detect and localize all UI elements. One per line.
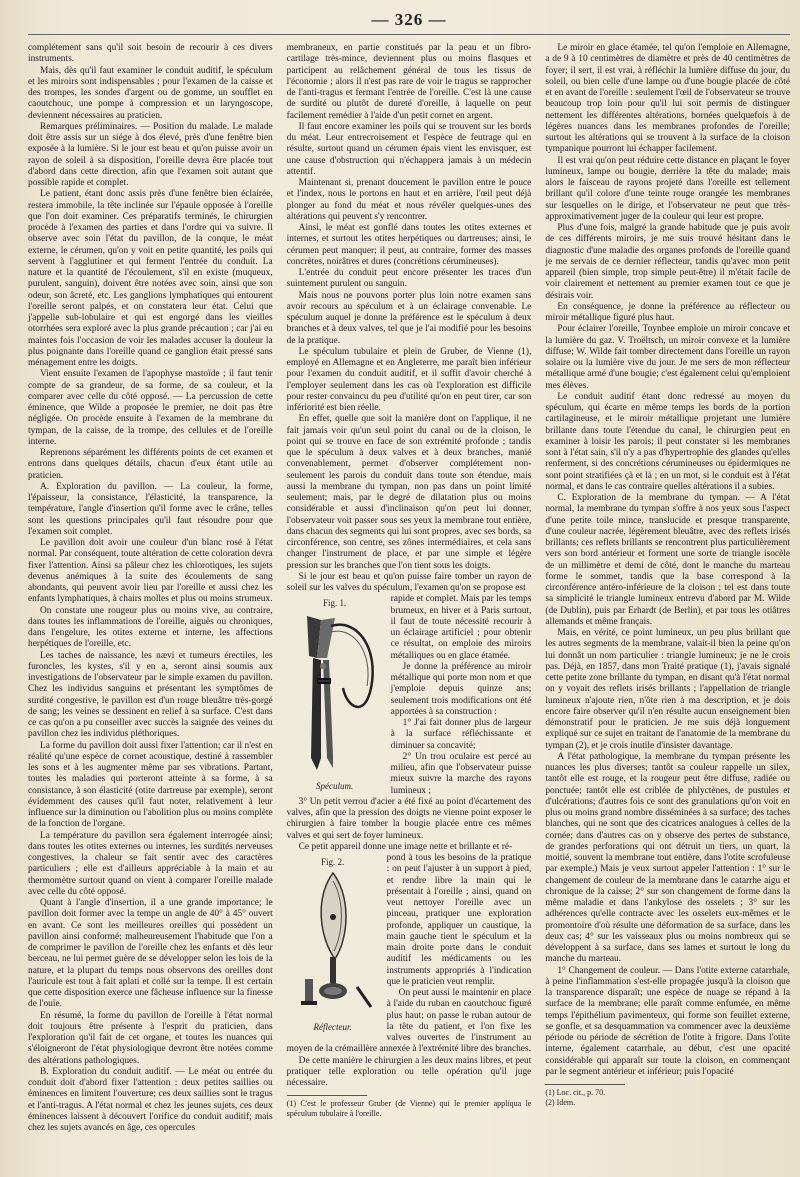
- column-1: [28, 43, 273, 1134]
- speculum-illustration: [287, 608, 383, 776]
- column-3: [545, 43, 790, 1134]
- footnote: (1) C'est le professeur Gruber (de Vienne) qui le premier appliqua le spéculum tubulaire à l'oreille.: [286, 1099, 532, 1119]
- paragraph: Je donne la préférence au miroir métallique qui porte mon nom et que j'emploie depuis quinze ans; seulement trois modifications ont été apportées à sa construction :: [390, 661, 532, 717]
- paragraph: Maintenant si, prenant doucement le pavillon entre le pouce et l'index, nous le portons en haut et en arrière, l'œil peut déjà plonger au fond du méat et nous révéler quelques-unes des altérations qui peuvent s'y rencontrer.: [286, 178, 532, 222]
- footnote-divider: [287, 1095, 367, 1096]
- figure-label: Fig. 1.: [323, 598, 347, 609]
- text-columns: [28, 43, 790, 1134]
- paragraph: L'entrée du conduit peut encore présenter les traces d'un suintement purulent ou sanguin.: [286, 268, 532, 290]
- paragraph: Le miroir en glace étamée, tel qu'on l'emploie en Allemagne, a de 9 à 10 centimètres de diamètre et près de 40 centimètres de foyer; il sert, il est vrai, à réfléchir la lumière diffuse du jour, du soleil, ou bien celle d'une lampe ou d'une bougie placée de côté et en avant de l'oreille : seulement l'œil de l'observateur se trouve beaucoup trop loin pour qu'il lui soit permis de distinguer nettement les différentes altérations, bornées quelquefois à de légères nuances dans les membranes profondes de l'oreille; surtout les altérations qui se trouvent à la surface de la cloison tympanique pourront lui échapper facilement.: [545, 43, 791, 155]
- footnote: (1) Loc. cit., p. 70.: [545, 1088, 606, 1097]
- footnote: (2) Idem.: [545, 1098, 576, 1107]
- paragraph: A. Exploration du pavillon. — La couleur, la forme, l'épaisseur, la consistance, l'élasticité, la transparence, la température, l'angle d'insertion qu'il forme avec le crâne, telles sont les questions principales qu'il faut résoudre pour que l'examen soit complet.: [28, 481, 273, 537]
- paragraph: On peut aussi le maintenir en place à l'aide du ruban en caoutchouc figuré plus haut; on passe le ruban autour de la tête du patient, et l'on fixe les valves ouvertes de l'instrument au moyen de la crémaillère annexée à l'extrémité libre des branches.: [286, 988, 532, 1055]
- paragraph: Remarques préliminaires. — Position du malade. Le malade doit être assis sur un siége à dos élevé, près d'une fenêtre bien exposée à la lumière. Si le jour est beau et qu'on puisse avoir un rayon de soleil à sa disposition, l'oreille devra être placée tout d'abord dans cette direction, afin que l'examen soit autant que possible rapide et complet.: [28, 121, 273, 188]
- paragraph: Le conduit auditif étant donc redressé au moyen du spéculum, qui écarte en même temps les bords de la portion cartilagineuse, et le miroir métallique projetant une lumière brillante dans toute l'étendue du canal, le chirurgien peut en examiner à loisir les parois; il peut constater si les membranes sont à l'état sain, s'il n'y a pas d'hypertrophie des glandes qu'elles renferment, si des concrétions cérumineuses ou épidermiques ne sont point stratifiées çà et là ; en un mot, si le conduit est à l'état normal, et dans le cas contraire quelles altérations il a subies.: [545, 391, 791, 492]
- paragraph: Reprenons séparément les différents points de cet examen et entrons dans quelques détails, chacun d'eux étant utile au praticien.: [28, 448, 273, 481]
- paragraph: La température du pavillon sera également interrogée ainsi; dans toutes les otites externes ou internes, les surdités nerveuses congestives, la chaleur se fait sentir avec des caractères particuliers ; elle est d'ailleurs appréciable à la main et au thermomètre surtout quand on vient à comparer l'oreille malade avec celle du côté opposé.: [28, 830, 273, 897]
- paragraph: En conséquence, je donne la préférence au réflecteur ou miroir métallique figuré plus haut.: [545, 301, 791, 323]
- paragraph: Il est vrai qu'on peut réduire cette distance en plaçant le foyer lumineux, lampe ou bougie, derrière la tête du malade; mais alors le faisceau de rayons projeté dans l'oreille est tellement brillant qu'il colore d'une teinte rouge orangée les membranes sur lesquelles on le dirige, et l'observateur ne peut que très-approximativement juger de la couleur qui leur est propre.: [545, 155, 791, 222]
- paragraph: Le pavillon doit avoir une couleur d'un blanc rosé à l'état normal. Par conséquent, toute altération de cette coloration devra fixer l'attention. Ainsi sa pâleur chez les chlorotiques, les sujets devenus anémiques à la suite des écoulements de sang abondants, qui peuvent avoir lieu par l'oreille et aussi chez les enfants lymphatiques, à chairs molles et plus ou moins strumeux.: [28, 538, 273, 605]
- page-header: [28, 6, 790, 35]
- paragraph: Mais nous ne pouvons porter plus loin notre examen sans avoir recours au spéculum et à un éclairage convenable. Le spéculum auquel je donne la préférence est le spéculum à deux branches et à deux valves, tel que je l'ai modifié pour les besoins de la pratique.: [286, 290, 532, 346]
- paragraph: 1° Changement de couleur. — Dans l'otite externe catarrhale, à peine l'inflammation s'est-elle propagée jusqu'à la cloison que la transparence disparaît; une espèce de nuage se répand à la surface de la membrane; elle paraît comme enfumée, en même temps l'épithélium pavimenteux, qui forme son feuillet externe, se gonfle, et sa desquammation va commencer avec la deuxième période ou période de sécrétion de l'otite à frigore. Dans l'otite interne, également catarrhale, au début, c'est une opacité considérable qui apparaît sur toute la cloison, en commençant par le segment antérieur et inférieur; puis l'opacité: [545, 965, 791, 1077]
- figure-label: Fig. 2.: [321, 857, 345, 867]
- paragraph: membraneux, en partie constitués par la peau et un fibro-cartilage très-mince, deviennent plus ou moins flasques et participent au relâchement général de tous les tissus de l'économie ; alors il n'est pas rare de voir le tragus se rapprocher de l'anti-tragus et fermant l'entrée de l'oreille. C'est là une cause de surdité ou plutôt de dureté d'oreille, à laquelle on peut facilement remédier à l'aide d'un petit cornet en argent.: [286, 43, 532, 121]
- paragraph: En effet, quelle que soit la manière dont on l'applique, il ne fait jamais voir qu'un seul point du canal ou de la cloison, le point qui se trouve en face de son extrémité profonde ; tandis que le spéculum à deux valves et à deux branches, manié convenablement, permet d'observer complétement non-seulement les parois du conduit dans toute son étendue, mais aussi la membrane du tympan, non pas dans un point limité seulement; mais, par le degré de dilatation plus ou moins considérable et aussi d'inclinaison qu'on peut lui donner, l'observateur voit passer sous ses yeux la membrane tout entière, dans chacun des segments qui lui sont propres, avec ses bords, sa circonférence, son centre, ses zônes intermédiaires, et cela sans changer l'instrument de place, et par une simple et légère pression sur les branches que l'on tient sous les doigts.: [286, 414, 532, 571]
- reflector-illustration: [287, 867, 379, 1017]
- paragraph: rapide et complet. Mais par les temps brumeux, en hiver et à Paris surtout, il faut de toute nécessité recourir à un éclairage artificiel ; pour obtenir ce résultat, on emploie des miroirs métalliques ou en glace étamée.: [390, 594, 532, 661]
- figure-caption: Réflecteur.: [313, 1022, 352, 1032]
- paragraph: Si le jour est beau et qu'on puisse faire tomber un rayon de soleil sur les valves du spéculum, l'examen qu'on se propose est: [286, 571, 532, 593]
- paragraph: Vient ensuite l'examen de l'apophyse mastoïde ; il faut tenir compte de sa grandeur, de sa forme, de sa couleur, et la comparer avec celle du côté opposé. — La percussion de cette éminence, que Wilde a proposée le premier, ne doit pas être négligée. On procède ensuite à l'examen de la membrane du tympan, de la caisse, de la trompe, des cellules et de l'oreille interne.: [28, 369, 273, 447]
- figure-reflecteur: [287, 855, 379, 1032]
- paragraph: 1° J'ai fait donner plus de largeur à la surface réfléchissante et diminuer sa concavité;: [390, 718, 532, 751]
- paragraph: Le patient, étant donc assis près d'une fenêtre bien éclairée, restera immobile, la tête inclinée sur l'épaule opposée à l'oreille que l'on doit examiner. Ces préparatifs terminés, le chirurgien procède à l'examen des parties et dans l'ordre qui va suivre. Il observe avec soin l'état du pavillon, de la conque, le méat externe, le cérumen, qu'on y voit en petite quantité, les poils qui servent à l'agglutiner et qui ferment l'entrée du conduit. La nature et la quantité de l'écoulement, s'il en existe (muqueux, purulent, sanguin), doivent être notées avec soin, ainsi que son odeur, son âcreté, etc. Les ganglions lymphatiques qui entourent l'oreille seront palpés, et on constatera leur état. Celui que j'appelle sub-lobulaire et qui est engorgé dans les vieilles otorrhées sera exploré avec la plus grande précaution ; car j'ai eu maintes fois l'occasion de voir les malades accuser la douleur la plus poignante dans l'oreille quand ce ganglion était pressé sans ménagement entre les doigts.: [28, 189, 273, 368]
- paragraph: Pour éclairer l'oreille, Toynbee emploie un miroir concave et la lumière du gaz. V. Troëltsch, un miroir convexe et la lumière diffuse; W. Wilde fait tomber directement dans l'oreille un rayon solaire ou la lumière vive du jour. Je me sers de mon réflecteur métallique armé d'une bougie; c'est également celui qu'emploient mes élèves.: [545, 324, 791, 391]
- paragraph: Le spéculum tubulaire et plein de Gruber, de Vienne (1), employé en Allemagne et en Angleterre, me paraît bien inférieur pour l'examen du conduit auditif, et il suffit d'avoir cherché à l'employer seulement dans les cas où l'exploration est difficile pour rester convaincu du peu d'utilité qu'on en peut tirer, car son infériorité est bien réelle.: [286, 346, 532, 413]
- paragraph: A l'état pathologique, la membrane du tympan présente les nuances les plus diverses; tantôt sa couleur rappelle un silex, tantôt elle est rouge, et la rougeur peut être diffuse, radiée ou ponctuée; tantôt elle est criblée de phlyctènes, de pustules et d'ulcérations; d'autres fois ce sont des granulations qu'on voit en plus ou moins grand nombre disséminées à sa surface; des taches blanches, qui ne sont que des cicatrices analogues à celles de la cornée; dans d'autres cas on y observe des pertes de substance, de grandes perforations qui ont détruit un tiers, un quart, la moitié, souvent la membrane tout entière, dans l'otite scrofuleuse par exemple.) Mais je veux surtout appeler l'attention : 1° sur le changement de couleur de la membrane dans le catarrhe aigu et chronique de la caisse; 2° sur son changement de forme dans la même maladie et dans l'ankylose des osselets ; 3° sur les adhérences qu'elle contracte avec les osselets eux-mêmes et le promontoire d'où résulte une déformation de sa surface, dans les deux cas; 4° sur les vaisseaux plus ou moins nombreux qui se développent à sa surface, dans ses lames et surtout le long du manche du marteau.: [545, 751, 791, 965]
- column-2: [287, 43, 532, 1134]
- paragraph: On constate une rougeur plus ou moins vive, au contraire, dans toutes les inflammations de l'oreille, aiguës ou chroniques, dans l'engelure, les otites externe et interne, les affections herpétiques de l'oreille, etc.: [28, 605, 273, 650]
- paragraph: Il faut encore examiner les poils qui se trouvent sur les bords du méat. Leur entrecroisement et l'espèce de feutrage qui en résulte, surtout quand un cérumen épais vient les envisquer, est une cause d'obstruction qui n'échappera jamais à un médecin attentif.: [286, 121, 532, 177]
- paragraph: complétement sans qu'il soit besoin de recourir à ces divers instruments.: [28, 43, 273, 65]
- paragraph: Ce petit appareil donne une image nette et brillante et ré-: [298, 841, 513, 852]
- paragraph: C. Exploration de la membrane du tympan. — A l'état normal, la membrane du tympan s'offre à nos yeux sous l'aspect d'une petite toile mince, translucide et presque transparente, d'une couleur nacrée, légèrement bleuâtre, avec des reflets irisés brillants; ces reflets brillants se rencontrent plus particulièrement vers son bord antérieur et forment une sorte de triangle isocèle de un millimètre et demi de côté, dont le manche du marteau forme le sommet, tandis que la base correspond à la circonférence antéro-inférieure de la cloison ; tel est dans toute sa simplicité le triangle lumineux entrevu d'abord par M. Wilde (de Dublin), puis par Erhardt (de Berlin), et par tous les otiâtres allemands et même français.: [545, 493, 791, 627]
- figure-caption: Spéculum.: [316, 781, 354, 792]
- page-number: — 326 —: [371, 10, 447, 29]
- paragraph: 3° Un petit verrou d'acier a été fixé au point d'écartement des valves, afin que la pression des doigts ne vienne point exposer le chirurgien à faire tomber la bougie placée entre ces mêmes valves et qui sert de foyer lumineux.: [286, 796, 532, 841]
- paragraph: Les taches de naissance, les nævi et tumeurs érectiles, les furoncles, les kystes, s'il y en a, seront ainsi soumis aux investigations de l'observateur par le simple examen du pavillon. Chez les individus sanguins et présentant les symptômes de surdité congestive, le pavillon est d'un rouge bleuâtre très-gorgé de sang; les veines se dessinent en relief à sa surface. C'est dans ce cas qu'on a pu conseiller avec succès la saignée des veines du pavillon chez les individus pléthoriques.: [28, 650, 273, 740]
- figure-speculum: [287, 596, 383, 791]
- paragraph: B. Exploration du conduit auditif. — Le méat ou entrée du conduit doit d'abord fixer l'attention : deux petites saillies ou éminences en limitent l'ouverture; ces deux saillies sont le tragus et l'anti-tragus. A l'état normal et chez les jeunes sujets, ces deux éminences laissent à découvert l'orifice du conduit auditif; mais chez les sujets avancés en âge, ces opercules: [28, 1066, 273, 1133]
- paragraph: De cette manière le chirurgien a les deux mains libres, et peut pratiquer telle exploration ou telle opération qu'il juge nécessaire.: [286, 1055, 532, 1088]
- paragraph: En résumé, la forme du pavillon de l'oreille à l'état normal doit toujours être présente à l'esprit du praticien, dans l'exploration qu'il fait de cet organe, et toutes les nuances qui s'éloigneront de l'état physiologique devront être notées comme des altérations pathologiques.: [28, 1010, 273, 1066]
- footnote-divider: [545, 1084, 625, 1085]
- paragraph: Mais, dès qu'il faut examiner le conduit auditif, le spéculum et les miroirs sont indispensables ; pour l'examen de la caisse et des trompes, les sondes d'argent ou de gomme, un soufflet en caoutchouc, une pompe à compression et un laryngoscope, deviennent nécessaires au praticien.: [28, 65, 273, 121]
- paragraph: Mais, en vérité, ce point lumineux, un peu plus brillant que les autres segments de la membrane, valait-il bien la peine qu'on lui donnât un nom particulier : triangle lumineux; je ne le crois pas. Déjà, en 1857, dans mon Traité pratique (1), j'avais signalé cette petite zone brillante du tympan, en disant qu'à l'état normal on y voyait des reflets irisés brillants ; l'appellation de triangle lumineux n'ajoute rien, n'ôte rien à ma description, et je dois encore faire observer qu'il n'en résulte aucun enseignement bien démonstratif pour le praticien. Je me suis déjà longuement expliqué sur ce sujet en traitant de l'anatomie de la membrane du tympan (2), et je crois inutile d'insister davantage.: [545, 628, 791, 751]
- paragraph: La forme du pavillon doit aussi fixer l'attention; car il n'est en réalité qu'une espèce de cornet acoustique, destiné à rassembler les sons et à les augmenter même par ses vibrations. Partant, toutes les maladies qui porteront atteinte à sa forme, à sa consistance, à son élasticité (otite dartreuse par exemple), seront évidemment des causes qu'il faut noter, relativement à leur influence sur la diminution ou l'abolition plus ou moins complète de la fonction de l'organe.: [28, 740, 273, 830]
- paragraph: Plus d'une fois, malgré la grande habitude que je puis avoir de ces différents miroirs, je me suis trouvé hésitant dans le diagnostic d'une maladie des organes profonds de l'oreille quand je me servais de ce dernier réflecteur, tandis qu'avec mon petit appareil (bien simple, trop simple peut-être) il m'était facile de voir clairement et nettement au premier examen tout ce que je désirais voir.: [545, 223, 791, 301]
- paragraph: 2° Un trou oculaire est percé au milieu, afin que l'observateur puisse mieux suivre la marche des rayons lumineux ;: [390, 751, 532, 796]
- paragraph: Ainsi, le méat est gonflé dans toutes les otites externes et internes, et surtout les otites herpétiques ou dartreuses; ainsi, le cérumen peut manquer; il peut, au contraire, former des masses concrètes, noirâtres et dures (concrétions cérumineuses).: [286, 223, 532, 267]
- paragraph: Quant à l'angle d'insertion, il a une grande importance; le pavillon doit former avec la tempe un angle de 40° à 45° ouvert en avant. Ce sont les meilleures oreilles qui possèdent un pavillon ainsi conformé; malheureusement l'habitude que l'on a de comprimer le pavillon de l'oreille chez les enfants et dès leur berceau, ne lui permet guère de se développer selon les lois de la nature, et la plupart du temps nous observons des oreilles dont l'auricule est tout à fait aplati et collé sur la tempe. Il est certain que cette disposition exerce une fâcheuse influence sur la finesse de l'ouïe.: [28, 898, 273, 1010]
- paragraph: pond à tous les besoins de la pratique : on peut l'ajuster à un support à pied, et rendre libre la main qui le présentait à l'oreille ; ainsi, quand on veut nettoyer l'oreille avec un pinceau, pratiquer une exploration profonde, appliquer un caustique, la main gauche tient le spéculum et la main droite porte dans le conduit auditif les médicaments ou les instruments appropriés à l'indication que le praticien veut remplir.: [386, 853, 532, 987]
